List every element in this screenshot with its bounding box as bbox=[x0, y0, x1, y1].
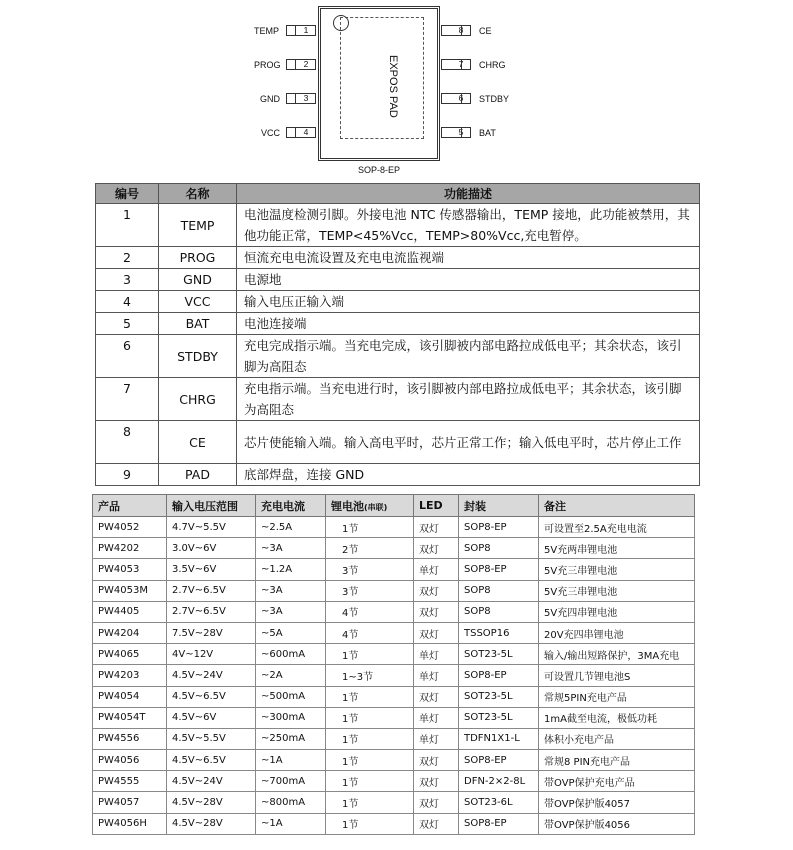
cell-package: TDFN1X1-L bbox=[459, 728, 539, 749]
pin-number: 5 bbox=[96, 313, 159, 335]
cell-notes: 可设置至2.5A充电电流 bbox=[539, 517, 695, 538]
cell-product: PW4405 bbox=[93, 601, 167, 622]
pin-label-6: STDBY bbox=[479, 94, 510, 104]
pin-8: 8 bbox=[441, 25, 471, 36]
header-battery: 锂电池(串联) bbox=[326, 495, 414, 517]
cell-package: SOP8 bbox=[459, 580, 539, 601]
pin-number: 7 bbox=[96, 378, 159, 421]
pin-description: 电池温度检测引脚。外接电池 NTC 传感器输出，TEMP 接地，此功能被禁用，其他功能正常，TEMP<45%Vcc，TEMP>80%Vcc,充电暂停。 bbox=[237, 204, 700, 247]
cell-charge-current: ~3A bbox=[256, 538, 326, 559]
pin-name: PROG bbox=[159, 247, 237, 269]
cell-led: 双灯 bbox=[414, 538, 459, 559]
cell-charge-current: ~3A bbox=[256, 580, 326, 601]
table-row bbox=[96, 247, 700, 269]
cell-input-voltage: 2.7V~6.5V bbox=[167, 601, 256, 622]
pin-1: 1 bbox=[286, 25, 316, 36]
pin-number: 1 bbox=[96, 204, 159, 247]
cell-package: SOT23-5L bbox=[459, 686, 539, 707]
cell-product: PW4057 bbox=[93, 792, 167, 813]
cell-led: 双灯 bbox=[414, 601, 459, 622]
table-row bbox=[93, 538, 695, 559]
cell-input-voltage: 4.5V~6.5V bbox=[167, 686, 256, 707]
cell-notes: 输入/输出短路保护，3MA充电 bbox=[539, 644, 695, 665]
header-pin-number: 编号 bbox=[96, 184, 159, 204]
pin-name: TEMP bbox=[159, 204, 237, 247]
cell-notes: 20V充四串锂电池 bbox=[539, 622, 695, 643]
cell-led: 双灯 bbox=[414, 517, 459, 538]
pin-label-8: CE bbox=[479, 26, 492, 36]
cell-led: 双灯 bbox=[414, 750, 459, 771]
cell-input-voltage: 2.7V~6.5V bbox=[167, 580, 256, 601]
table-header-row bbox=[93, 495, 695, 517]
cell-product: PW4054 bbox=[93, 686, 167, 707]
pin-name: PAD bbox=[159, 464, 237, 486]
cell-package: SOT23-5L bbox=[459, 644, 539, 665]
cell-input-voltage: 4.5V~5.5V bbox=[167, 728, 256, 749]
cell-notes: 带OVP保护版4057 bbox=[539, 792, 695, 813]
cell-led: 双灯 bbox=[414, 771, 459, 792]
pin-name: GND bbox=[159, 269, 237, 291]
cell-input-voltage: 4.5V~24V bbox=[167, 771, 256, 792]
cell-charge-current: ~1.2A bbox=[256, 559, 326, 580]
cell-charge-current: ~1A bbox=[256, 813, 326, 834]
pin-description: 芯片使能输入端。输入高电平时，芯片正常工作；输入低电平时，芯片停止工作 bbox=[237, 421, 700, 464]
pin-label-7: CHRG bbox=[479, 60, 506, 70]
table-row bbox=[93, 601, 695, 622]
pin-number: 3 bbox=[96, 269, 159, 291]
table-row bbox=[93, 771, 695, 792]
cell-led: 单灯 bbox=[414, 559, 459, 580]
table-row bbox=[93, 517, 695, 538]
cell-batt: 1节 bbox=[326, 813, 414, 834]
pin-6: 6 bbox=[441, 93, 471, 104]
cell-batt: 1节 bbox=[326, 771, 414, 792]
header-notes: 备注 bbox=[539, 495, 695, 517]
cell-package: SOP8-EP bbox=[459, 517, 539, 538]
table-row bbox=[96, 335, 700, 378]
cell-charge-current: ~5A bbox=[256, 622, 326, 643]
cell-product: PW4203 bbox=[93, 665, 167, 686]
product-table bbox=[92, 494, 695, 835]
pin-7: 7 bbox=[441, 59, 471, 70]
cell-input-voltage: 4V~12V bbox=[167, 644, 256, 665]
cell-notes: 带OVP保护版4056 bbox=[539, 813, 695, 834]
cell-product: PW4056H bbox=[93, 813, 167, 834]
table-row bbox=[93, 686, 695, 707]
cell-led: 双灯 bbox=[414, 622, 459, 643]
cell-batt: 1节 bbox=[326, 707, 414, 728]
cell-product: PW4202 bbox=[93, 538, 167, 559]
cell-input-voltage: 3.0V~6V bbox=[167, 538, 256, 559]
pin-label-3: GND bbox=[260, 94, 280, 104]
cell-notes: 常规5PIN充电产品 bbox=[539, 686, 695, 707]
cell-batt: 3节 bbox=[326, 559, 414, 580]
package-diagram bbox=[0, 0, 793, 180]
cell-batt: 1节 bbox=[326, 728, 414, 749]
cell-product: PW4065 bbox=[93, 644, 167, 665]
cell-charge-current: ~700mA bbox=[256, 771, 326, 792]
cell-led: 双灯 bbox=[414, 686, 459, 707]
cell-charge-current: ~250mA bbox=[256, 728, 326, 749]
table-row bbox=[96, 313, 700, 335]
cell-package: SOP8-EP bbox=[459, 665, 539, 686]
table-row bbox=[96, 378, 700, 421]
cell-input-voltage: 4.5V~28V bbox=[167, 792, 256, 813]
cell-input-voltage: 4.5V~28V bbox=[167, 813, 256, 834]
table-row bbox=[93, 728, 695, 749]
cell-product: PW4052 bbox=[93, 517, 167, 538]
cell-product: PW4053M bbox=[93, 580, 167, 601]
cell-led: 单灯 bbox=[414, 644, 459, 665]
table-row bbox=[93, 622, 695, 643]
cell-input-voltage: 4.5V~6.5V bbox=[167, 750, 256, 771]
header-pin-name: 名称 bbox=[159, 184, 237, 204]
pin-name: CE bbox=[159, 421, 237, 464]
pin-description: 输入电压正输入端 bbox=[237, 291, 700, 313]
pin-name: CHRG bbox=[159, 378, 237, 421]
cell-led: 双灯 bbox=[414, 792, 459, 813]
pin-name: BAT bbox=[159, 313, 237, 335]
cell-notes: 1mA截至电流，极低功耗 bbox=[539, 707, 695, 728]
cell-charge-current: ~3A bbox=[256, 601, 326, 622]
cell-led: 双灯 bbox=[414, 813, 459, 834]
cell-notes: 5V充两串锂电池 bbox=[539, 538, 695, 559]
pin-description: 恒流充电电流设置及充电电流监视端 bbox=[237, 247, 700, 269]
pin-number: 9 bbox=[96, 464, 159, 486]
cell-notes: 带OVP保护充电产品 bbox=[539, 771, 695, 792]
table-row bbox=[93, 750, 695, 771]
cell-package: SOP8 bbox=[459, 601, 539, 622]
cell-product: PW4204 bbox=[93, 622, 167, 643]
chip-body bbox=[318, 6, 440, 161]
cell-batt: 1节 bbox=[326, 686, 414, 707]
cell-notes: 5V充四串锂电池 bbox=[539, 601, 695, 622]
cell-package: SOP8-EP bbox=[459, 559, 539, 580]
cell-product: PW4056 bbox=[93, 750, 167, 771]
cell-product: PW4054T bbox=[93, 707, 167, 728]
pin-4: 4 bbox=[286, 127, 316, 138]
cell-package: TSSOP16 bbox=[459, 622, 539, 643]
pin-number: 6 bbox=[96, 335, 159, 378]
table-row bbox=[96, 464, 700, 486]
header-package: 封装 bbox=[459, 495, 539, 517]
cell-input-voltage: 4.7V~5.5V bbox=[167, 517, 256, 538]
table-row bbox=[96, 291, 700, 313]
cell-batt: 1节 bbox=[326, 517, 414, 538]
header-led: LED bbox=[414, 495, 459, 517]
pin-name: VCC bbox=[159, 291, 237, 313]
cell-led: 单灯 bbox=[414, 665, 459, 686]
pin-description: 电池连接端 bbox=[237, 313, 700, 335]
table-row bbox=[96, 204, 700, 247]
cell-batt: 4节 bbox=[326, 601, 414, 622]
pin-label-2: PROG bbox=[254, 60, 281, 70]
table-row bbox=[96, 269, 700, 291]
cell-input-voltage: 4.5V~24V bbox=[167, 665, 256, 686]
pin-5: 5 bbox=[441, 127, 471, 138]
package-name: SOP-8-EP bbox=[357, 165, 400, 175]
cell-charge-current: ~1A bbox=[256, 750, 326, 771]
table-row bbox=[93, 580, 695, 601]
table-row bbox=[93, 644, 695, 665]
product-table-body bbox=[93, 517, 695, 835]
cell-input-voltage: 3.5V~6V bbox=[167, 559, 256, 580]
cell-charge-current: ~500mA bbox=[256, 686, 326, 707]
table-row bbox=[93, 792, 695, 813]
cell-package: SOP8 bbox=[459, 538, 539, 559]
table-row bbox=[93, 813, 695, 834]
cell-batt: 3节 bbox=[326, 580, 414, 601]
pin-label-4: VCC bbox=[261, 128, 281, 138]
pin-number: 8 bbox=[96, 421, 159, 464]
pin-function-table bbox=[95, 183, 700, 486]
header-input-voltage: 输入电压范围 bbox=[167, 495, 256, 517]
pin-number: 4 bbox=[96, 291, 159, 313]
header-product: 产品 bbox=[93, 495, 167, 517]
cell-batt: 1节 bbox=[326, 750, 414, 771]
cell-led: 双灯 bbox=[414, 580, 459, 601]
cell-charge-current: ~600mA bbox=[256, 644, 326, 665]
cell-notes: 常规8 PIN充电产品 bbox=[539, 750, 695, 771]
cell-package: SOT23-5L bbox=[459, 707, 539, 728]
pin-description: 充电指示端。当充电进行时，该引脚被内部电路拉成低电平；其余状态，该引脚为高阻态 bbox=[237, 378, 700, 421]
cell-batt: 2节 bbox=[326, 538, 414, 559]
header-charge-current: 充电电流 bbox=[256, 495, 326, 517]
pin-number: 2 bbox=[96, 247, 159, 269]
cell-charge-current: ~800mA bbox=[256, 792, 326, 813]
header-function: 功能描述 bbox=[237, 184, 700, 204]
cell-batt: 1节 bbox=[326, 792, 414, 813]
table-row bbox=[93, 707, 695, 728]
cell-notes: 体积小充电产品 bbox=[539, 728, 695, 749]
cell-led: 单灯 bbox=[414, 707, 459, 728]
cell-input-voltage: 4.5V~6V bbox=[167, 707, 256, 728]
pin-3: 3 bbox=[286, 93, 316, 104]
cell-batt: 4节 bbox=[326, 622, 414, 643]
cell-package: SOP8-EP bbox=[459, 813, 539, 834]
cell-package: SOT23-6L bbox=[459, 792, 539, 813]
cell-charge-current: ~2A bbox=[256, 665, 326, 686]
cell-charge-current: ~2.5A bbox=[256, 517, 326, 538]
cell-batt: 1~3节 bbox=[326, 665, 414, 686]
table-row bbox=[93, 665, 695, 686]
cell-package: SOP8-EP bbox=[459, 750, 539, 771]
cell-notes: 可设置几节锂电池S bbox=[539, 665, 695, 686]
table-row bbox=[93, 559, 695, 580]
pin1-marker-icon bbox=[333, 15, 349, 31]
cell-notes: 5V充三串锂电池 bbox=[539, 559, 695, 580]
pin-description: 底部焊盘，连接 GND bbox=[237, 464, 700, 486]
pin-description: 电源地 bbox=[237, 269, 700, 291]
cell-product: PW4053 bbox=[93, 559, 167, 580]
cell-product: PW4555 bbox=[93, 771, 167, 792]
cell-product: PW4556 bbox=[93, 728, 167, 749]
pin-name: STDBY bbox=[159, 335, 237, 378]
pin-label-5: BAT bbox=[479, 128, 496, 138]
cell-charge-current: ~300mA bbox=[256, 707, 326, 728]
cell-input-voltage: 7.5V~28V bbox=[167, 622, 256, 643]
table-row bbox=[96, 421, 700, 464]
cell-led: 单灯 bbox=[414, 728, 459, 749]
pin-description: 充电完成指示端。当充电完成，该引脚被内部电路拉成低电平；其余状态，该引脚为高阻态 bbox=[237, 335, 700, 378]
table-header-row bbox=[96, 184, 700, 204]
cell-package: DFN-2×2-8L bbox=[459, 771, 539, 792]
cell-notes: 5V充三串锂电池 bbox=[539, 580, 695, 601]
pad-label: EXPOS PAD bbox=[387, 55, 399, 118]
pin-2: 2 bbox=[286, 59, 316, 70]
cell-batt: 1节 bbox=[326, 644, 414, 665]
pin-label-1: TEMP bbox=[254, 26, 280, 36]
